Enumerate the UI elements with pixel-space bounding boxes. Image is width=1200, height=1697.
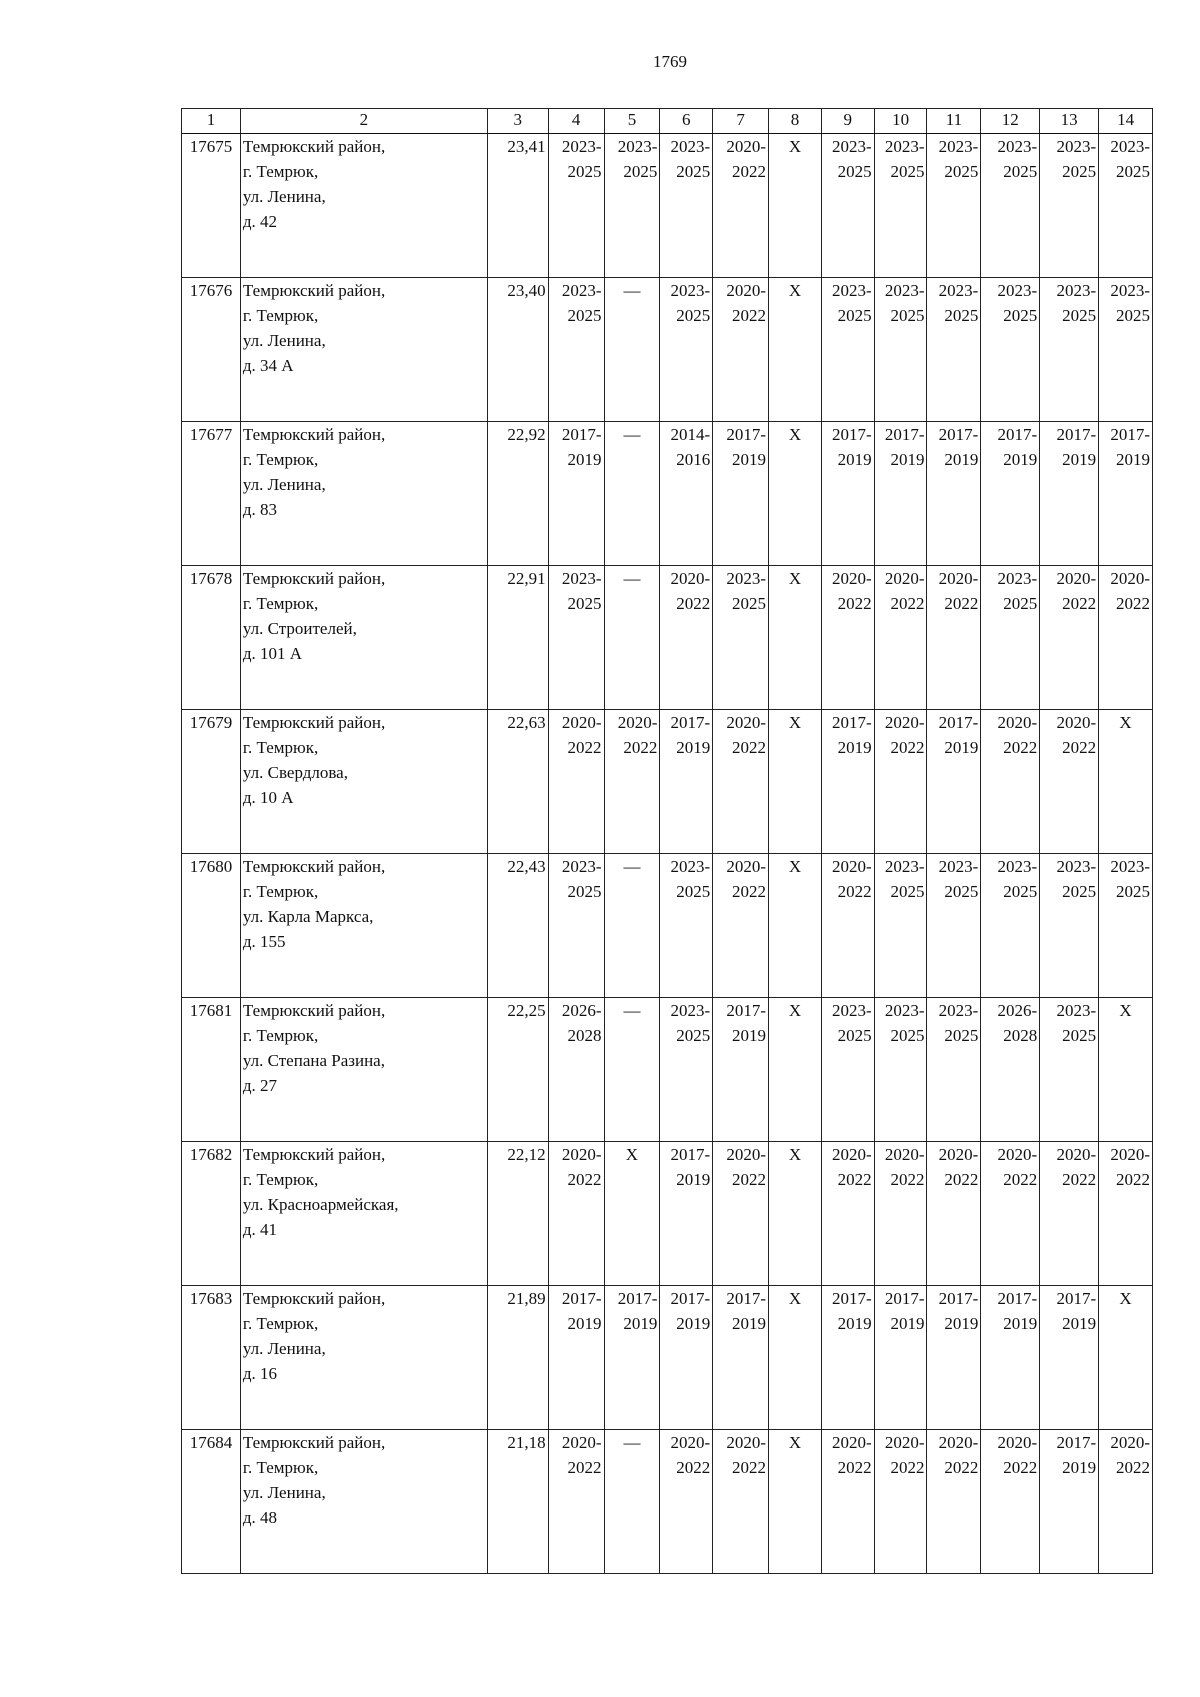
column-number-header: 4 [548, 109, 604, 134]
address-line: ул. Ленина, [242, 1483, 326, 1502]
address-line: г. Темрюк, [242, 738, 319, 757]
area-cell: 22,25 [487, 998, 548, 1142]
area-cell: 21,89 [487, 1286, 548, 1430]
column-number-header: 13 [1040, 109, 1099, 134]
column-number-row [182, 109, 1153, 134]
period-cell-c4: 2017- 2019 [548, 1286, 604, 1430]
column-number-header: 14 [1099, 109, 1153, 134]
table-row [182, 998, 1153, 1142]
area-cell: 22,12 [487, 1142, 548, 1286]
period-cell-c11: 2020- 2022 [927, 1430, 981, 1574]
address-cell [240, 710, 487, 854]
row-number-cell: 17680 [182, 854, 241, 998]
data-table [181, 108, 1153, 1574]
table-row [182, 854, 1153, 998]
period-cell-c13: 2023- 2025 [1040, 278, 1099, 422]
address-line: Темрюкский район, [242, 569, 386, 588]
period-cell-c5: — [604, 998, 660, 1142]
period-cell-c8: Х [769, 998, 822, 1142]
period-cell-c13: 2023- 2025 [1040, 134, 1099, 278]
period-cell-c10: 2023- 2025 [874, 998, 927, 1142]
address-cell [240, 1286, 487, 1430]
address-line: г. Темрюк, [242, 162, 319, 181]
address-line: г. Темрюк, [242, 450, 319, 469]
column-number-header: 9 [821, 109, 874, 134]
address-line: д. 42 [242, 212, 278, 231]
row-number-cell: 17679 [182, 710, 241, 854]
table-row [182, 710, 1153, 854]
address-cell [240, 1142, 487, 1286]
address-line: д. 155 [242, 932, 286, 951]
period-cell-c14: 2023- 2025 [1099, 854, 1153, 998]
address-line: д. 83 [242, 500, 278, 519]
column-number-header: 3 [487, 109, 548, 134]
period-cell-c11: 2020- 2022 [927, 566, 981, 710]
address-line: г. Темрюк, [242, 882, 319, 901]
period-cell-c7: 2020- 2022 [713, 278, 769, 422]
area-cell: 21,18 [487, 1430, 548, 1574]
address-line: ул. Карла Маркса, [242, 907, 374, 926]
period-cell-c11: 2023- 2025 [927, 854, 981, 998]
row-number-cell: 17678 [182, 566, 241, 710]
period-cell-c6: 2017- 2019 [660, 1286, 713, 1430]
period-cell-c9: 2023- 2025 [821, 278, 874, 422]
address-line: ул. Свердлова, [242, 763, 348, 782]
period-cell-c14: 2017- 2019 [1099, 422, 1153, 566]
address-line: д. 101 А [242, 644, 303, 663]
period-cell-c10: 2017- 2019 [874, 422, 927, 566]
period-cell-c7: 2020- 2022 [713, 1430, 769, 1574]
period-cell-c7: 2020- 2022 [713, 854, 769, 998]
period-cell-c6: 2023- 2025 [660, 278, 713, 422]
address-line: Темрюкский район, [242, 1433, 386, 1452]
period-cell-c10: 2020- 2022 [874, 1430, 927, 1574]
period-cell-c12: 2023- 2025 [981, 854, 1040, 998]
period-cell-c6: 2014- 2016 [660, 422, 713, 566]
period-cell-c9: 2017- 2019 [821, 422, 874, 566]
column-number-header: 7 [713, 109, 769, 134]
column-number-header: 5 [604, 109, 660, 134]
period-cell-c12: 2023- 2025 [981, 566, 1040, 710]
period-cell-c9: 2020- 2022 [821, 566, 874, 710]
area-cell: 22,63 [487, 710, 548, 854]
table-row [182, 1142, 1153, 1286]
period-cell-c7: 2023- 2025 [713, 566, 769, 710]
row-number-cell: 17682 [182, 1142, 241, 1286]
period-cell-c12: 2023- 2025 [981, 278, 1040, 422]
address-line: Темрюкский район, [242, 281, 386, 300]
period-cell-c4: 2023- 2025 [548, 566, 604, 710]
address-cell [240, 998, 487, 1142]
period-cell-c11: 2023- 2025 [927, 134, 981, 278]
period-cell-c5: Х [604, 1142, 660, 1286]
row-number-cell: 17675 [182, 134, 241, 278]
table-row [182, 1430, 1153, 1574]
address-cell [240, 278, 487, 422]
table-body [182, 134, 1153, 1574]
period-cell-c10: 2020- 2022 [874, 710, 927, 854]
period-cell-c14: Х [1099, 998, 1153, 1142]
row-number-cell: 17684 [182, 1430, 241, 1574]
period-cell-c6: 2020- 2022 [660, 1430, 713, 1574]
address-line: Темрюкский район, [242, 1289, 386, 1308]
address-line: Темрюкский район, [242, 425, 386, 444]
page-number: 1769 [653, 52, 687, 71]
address-line: д. 34 А [242, 356, 294, 375]
period-cell-c10: 2017- 2019 [874, 1286, 927, 1430]
period-cell-c13: 2017- 2019 [1040, 422, 1099, 566]
row-number-cell: 17676 [182, 278, 241, 422]
period-cell-c8: Х [769, 566, 822, 710]
address-line: д. 41 [242, 1220, 278, 1239]
period-cell-c14: 2023- 2025 [1099, 278, 1153, 422]
period-cell-c8: Х [769, 422, 822, 566]
period-cell-c8: Х [769, 1142, 822, 1286]
address-line: ул. Ленина, [242, 331, 326, 350]
period-cell-c8: Х [769, 278, 822, 422]
period-cell-c11: 2023- 2025 [927, 998, 981, 1142]
period-cell-c7: 2017- 2019 [713, 422, 769, 566]
period-cell-c6: 2023- 2025 [660, 854, 713, 998]
row-number-cell: 17681 [182, 998, 241, 1142]
period-cell-c11: 2020- 2022 [927, 1142, 981, 1286]
period-cell-c4: 2026- 2028 [548, 998, 604, 1142]
address-line: д. 27 [242, 1076, 278, 1095]
period-cell-c6: 2017- 2019 [660, 710, 713, 854]
period-cell-c9: 2023- 2025 [821, 134, 874, 278]
address-line: ул. Степана Разина, [242, 1051, 385, 1070]
period-cell-c9: 2020- 2022 [821, 1430, 874, 1574]
period-cell-c8: Х [769, 854, 822, 998]
period-cell-c10: 2020- 2022 [874, 566, 927, 710]
period-cell-c13: 2023- 2025 [1040, 854, 1099, 998]
period-cell-c4: 2020- 2022 [548, 1142, 604, 1286]
period-cell-c14: 2020- 2022 [1099, 566, 1153, 710]
period-cell-c11: 2023- 2025 [927, 278, 981, 422]
address-cell [240, 854, 487, 998]
address-line: ул. Красноармейская, [242, 1195, 399, 1214]
period-cell-c12: 2017- 2019 [981, 422, 1040, 566]
period-cell-c5: — [604, 1430, 660, 1574]
address-cell [240, 566, 487, 710]
period-cell-c8: Х [769, 1286, 822, 1430]
period-cell-c7: 2017- 2019 [713, 1286, 769, 1430]
period-cell-c14: 2020- 2022 [1099, 1142, 1153, 1286]
period-cell-c10: 2020- 2022 [874, 1142, 927, 1286]
period-cell-c5: — [604, 566, 660, 710]
period-cell-c9: 2017- 2019 [821, 1286, 874, 1430]
address-line: Темрюкский район, [242, 1145, 386, 1164]
period-cell-c7: 2020- 2022 [713, 710, 769, 854]
address-line: ул. Строителей, [242, 619, 357, 638]
address-line: г. Темрюк, [242, 1026, 319, 1045]
address-line: Темрюкский район, [242, 1001, 386, 1020]
row-number-cell: 17683 [182, 1286, 241, 1430]
period-cell-c4: 2023- 2025 [548, 134, 604, 278]
period-cell-c10: 2023- 2025 [874, 278, 927, 422]
period-cell-c8: Х [769, 1430, 822, 1574]
column-number-header: 8 [769, 109, 822, 134]
period-cell-c4: 2023- 2025 [548, 278, 604, 422]
period-cell-c14: Х [1099, 710, 1153, 854]
period-cell-c7: 2020- 2022 [713, 1142, 769, 1286]
address-line: г. Темрюк, [242, 1170, 319, 1189]
period-cell-c9: 2020- 2022 [821, 1142, 874, 1286]
address-line: ул. Ленина, [242, 475, 326, 494]
period-cell-c12: 2020- 2022 [981, 710, 1040, 854]
period-cell-c14: 2020- 2022 [1099, 1430, 1153, 1574]
period-cell-c7: 2017- 2019 [713, 998, 769, 1142]
row-number-cell: 17677 [182, 422, 241, 566]
area-cell: 23,41 [487, 134, 548, 278]
period-cell-c12: 2017- 2019 [981, 1286, 1040, 1430]
period-cell-c13: 2020- 2022 [1040, 566, 1099, 710]
address-line: Темрюкский район, [242, 857, 386, 876]
column-number-header: 1 [182, 109, 241, 134]
column-number-header: 6 [660, 109, 713, 134]
address-line: д. 48 [242, 1508, 278, 1527]
period-cell-c13: 2020- 2022 [1040, 1142, 1099, 1286]
period-cell-c7: 2020- 2022 [713, 134, 769, 278]
period-cell-c12: 2020- 2022 [981, 1430, 1040, 1574]
address-line: г. Темрюк, [242, 1458, 319, 1477]
table-row [182, 566, 1153, 710]
period-cell-c10: 2023- 2025 [874, 854, 927, 998]
column-number-header: 10 [874, 109, 927, 134]
period-cell-c4: 2020- 2022 [548, 710, 604, 854]
column-number-header: 2 [240, 109, 487, 134]
table-row [182, 422, 1153, 566]
area-cell: 22,43 [487, 854, 548, 998]
period-cell-c12: 2020- 2022 [981, 1142, 1040, 1286]
period-cell-c6: 2023- 2025 [660, 998, 713, 1142]
column-number-header: 11 [927, 109, 981, 134]
period-cell-c5: — [604, 854, 660, 998]
period-cell-c11: 2017- 2019 [927, 422, 981, 566]
address-line: г. Темрюк, [242, 1314, 319, 1333]
period-cell-c4: 2020- 2022 [548, 1430, 604, 1574]
period-cell-c8: Х [769, 134, 822, 278]
address-line: Темрюкский район, [242, 137, 386, 156]
period-cell-c10: 2023- 2025 [874, 134, 927, 278]
address-cell [240, 134, 487, 278]
period-cell-c9: 2023- 2025 [821, 998, 874, 1142]
period-cell-c5: 2020- 2022 [604, 710, 660, 854]
address-cell [240, 1430, 487, 1574]
address-line: д. 10 А [242, 788, 294, 807]
period-cell-c13: 2017- 2019 [1040, 1286, 1099, 1430]
period-cell-c6: 2017- 2019 [660, 1142, 713, 1286]
table-row [182, 1286, 1153, 1430]
period-cell-c5: 2017- 2019 [604, 1286, 660, 1430]
period-cell-c9: 2017- 2019 [821, 710, 874, 854]
column-number-header: 12 [981, 109, 1040, 134]
period-cell-c12: 2026- 2028 [981, 998, 1040, 1142]
period-cell-c11: 2017- 2019 [927, 710, 981, 854]
period-cell-c6: 2023- 2025 [660, 134, 713, 278]
period-cell-c6: 2020- 2022 [660, 566, 713, 710]
period-cell-c14: 2023- 2025 [1099, 134, 1153, 278]
period-cell-c8: Х [769, 710, 822, 854]
period-cell-c11: 2017- 2019 [927, 1286, 981, 1430]
period-cell-c13: 2017- 2019 [1040, 1430, 1099, 1574]
address-line: ул. Ленина, [242, 1339, 326, 1358]
address-line: г. Темрюк, [242, 306, 319, 325]
period-cell-c14: Х [1099, 1286, 1153, 1430]
period-cell-c5: — [604, 278, 660, 422]
period-cell-c13: 2023- 2025 [1040, 998, 1099, 1142]
address-cell [240, 422, 487, 566]
period-cell-c5: 2023- 2025 [604, 134, 660, 278]
area-cell: 22,92 [487, 422, 548, 566]
period-cell-c13: 2020- 2022 [1040, 710, 1099, 854]
address-line: ул. Ленина, [242, 187, 326, 206]
address-line: г. Темрюк, [242, 594, 319, 613]
address-line: Темрюкский район, [242, 713, 386, 732]
period-cell-c12: 2023- 2025 [981, 134, 1040, 278]
period-cell-c4: 2023- 2025 [548, 854, 604, 998]
address-line: д. 16 [242, 1364, 278, 1383]
table-row [182, 134, 1153, 278]
period-cell-c9: 2020- 2022 [821, 854, 874, 998]
area-cell: 22,91 [487, 566, 548, 710]
period-cell-c4: 2017- 2019 [548, 422, 604, 566]
period-cell-c5: — [604, 422, 660, 566]
table-row [182, 278, 1153, 422]
area-cell: 23,40 [487, 278, 548, 422]
